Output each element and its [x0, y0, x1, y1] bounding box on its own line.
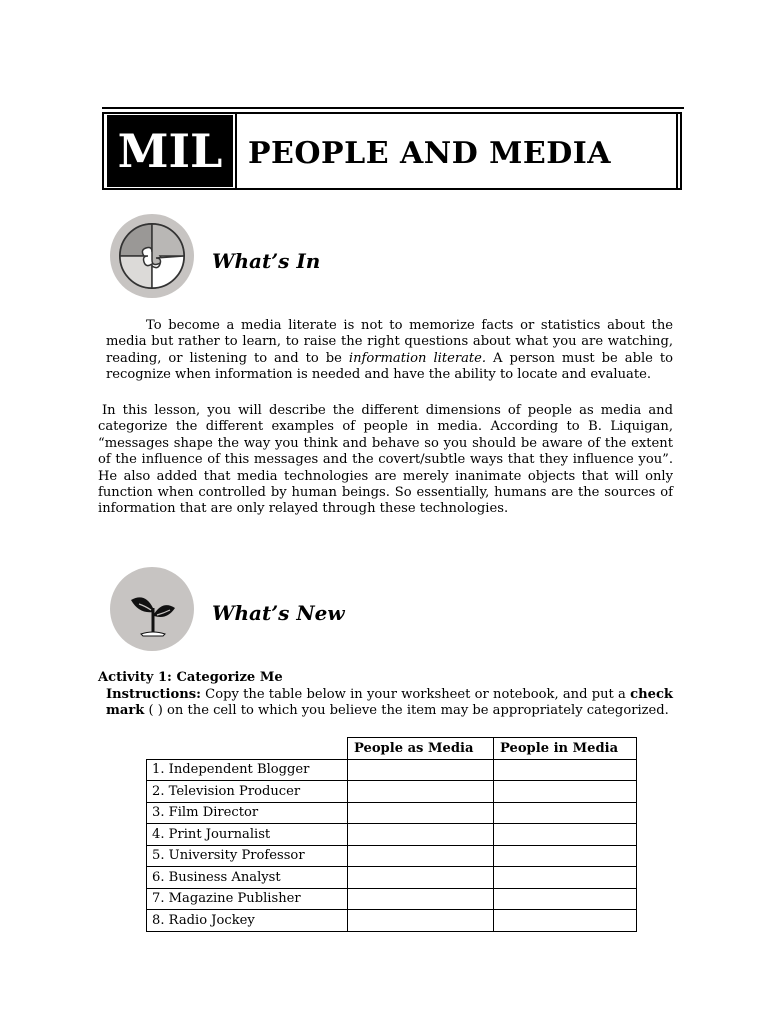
- table-row: [147, 910, 637, 932]
- table-cell-people-as-media[interactable]: [348, 759, 494, 781]
- categorize-table: [146, 737, 637, 932]
- table-cell-people-as-media[interactable]: [348, 845, 494, 867]
- table-cell-people-in-media[interactable]: [494, 759, 637, 781]
- header-banner: [102, 112, 682, 190]
- table-cell-people-in-media[interactable]: [494, 781, 637, 803]
- table-cell-people-in-media[interactable]: [494, 845, 637, 867]
- table-row: [147, 759, 637, 781]
- table-cell-people-in-media[interactable]: [494, 802, 637, 824]
- whats-in-icon-frame: [106, 210, 198, 302]
- table-cell-item: 2. Television Producer: [147, 781, 348, 803]
- table-cell-people-as-media[interactable]: [348, 867, 494, 889]
- table-cell-item: 4. Print Journalist: [147, 824, 348, 846]
- table-cell-people-in-media[interactable]: [494, 867, 637, 889]
- table-row: [147, 867, 637, 889]
- table-cell-item: 1. Independent Blogger: [147, 759, 348, 781]
- instructions-text: Copy the table below in your worksheet or notebook, and put a: [200, 687, 631, 702]
- table-header-blank: [147, 738, 348, 760]
- paragraph-text: In this lesson, you will describe the different dimensions of people as media and categorize the different examples of people in media. According to B. Liquigan, “messages shape the way you think and behave so you should be aware of the extent of the influence of this messages and the covert/subtle ways that they influence you”. He also added that media technologies are merely inanimate objects that will only function when controlled by human beings. So essentially, humans are the sources of information that are only relayed through these technologies.: [98, 403, 673, 517]
- table-row: [147, 781, 637, 803]
- table-cell-item: 3. Film Director: [147, 802, 348, 824]
- page-title: PEOPLE AND MEDIA: [248, 136, 612, 171]
- table-cell-people-as-media[interactable]: [348, 802, 494, 824]
- paragraph-italic-text: information literate.: [348, 350, 487, 366]
- table-header-people-in-media: People in Media: [494, 738, 637, 760]
- table-cell-item: 8. Radio Jockey: [147, 910, 348, 932]
- table-cell-people-as-media[interactable]: [348, 910, 494, 932]
- whats-in-paragraph-2: [98, 403, 673, 518]
- sprout-icon: [110, 567, 194, 651]
- table-header-row: [147, 738, 637, 760]
- table-cell-people-as-media[interactable]: [348, 824, 494, 846]
- puzzle-icon: [110, 214, 194, 298]
- whats-in-heading: What’s In: [212, 249, 321, 273]
- table-cell-people-as-media[interactable]: [348, 781, 494, 803]
- table-row: [147, 802, 637, 824]
- whats-new-heading: What’s New: [212, 601, 345, 625]
- instructions-label: Instructions:: [106, 687, 201, 702]
- instructions-bold-text: check mark: [106, 687, 673, 719]
- header-top-rule: [102, 107, 684, 109]
- table-header-people-as-media: People as Media: [348, 738, 494, 760]
- table-cell-item: 7. Magazine Publisher: [147, 888, 348, 910]
- paragraph-text: To become a media literate is not to memorize facts or statistics about the media but rather to learn, to raise the right questions about what you are watching, reading, or listening to and to be: [106, 318, 673, 366]
- paragraph-text: A person must be able to recognize when information is needed and have the ability to locate and evaluate.: [106, 350, 673, 383]
- table-cell-people-as-media[interactable]: [348, 888, 494, 910]
- instructions-text: ( ) on the cell to which you believe the item may be appropriately categorized.: [144, 703, 669, 719]
- table-row: [147, 845, 637, 867]
- whats-in-paragraph-1: [106, 318, 673, 384]
- table-cell-people-in-media[interactable]: [494, 910, 637, 932]
- table-row: [147, 888, 637, 910]
- instructions: [106, 687, 673, 720]
- mil-badge: MIL: [107, 115, 233, 187]
- table-cell-people-in-media[interactable]: [494, 824, 637, 846]
- table-cell-item: 5. University Professor: [147, 845, 348, 867]
- table-row: [147, 824, 637, 846]
- table-cell-people-in-media[interactable]: [494, 888, 637, 910]
- whats-new-icon-frame: [106, 563, 198, 655]
- activity-title: Activity 1: Categorize Me: [98, 670, 283, 685]
- table-cell-item: 6. Business Analyst: [147, 867, 348, 889]
- header-divider: [235, 114, 237, 188]
